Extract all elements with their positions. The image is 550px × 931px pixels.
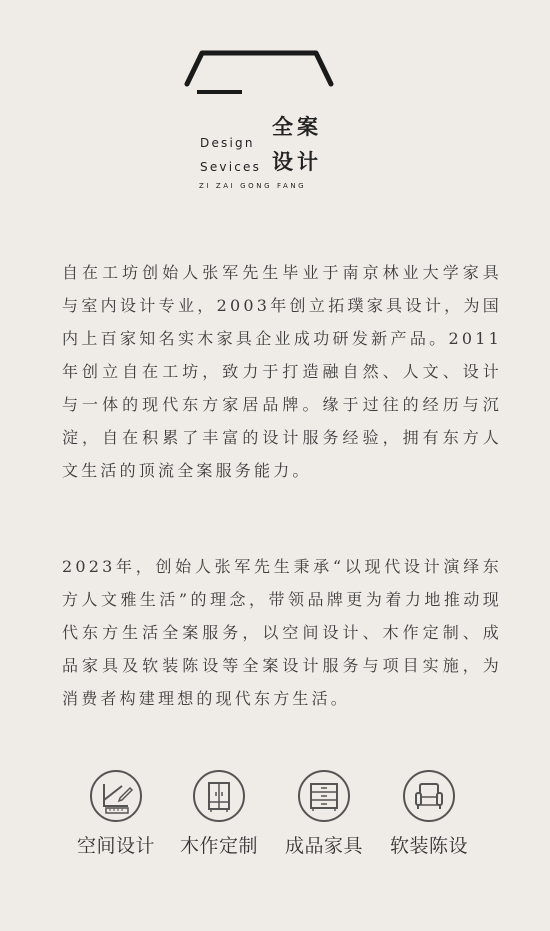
philosophy-paragraph: 2023年，创始人张军先生秉承“以现代设计演绎东方人文雅生活”的理念，带领品牌更为着力地推动现代东方生活全案服务，以空间设计、木作定制、成品家具及软装陈设等全案设计服务与项目实施，为消费者构建理想的现代东方生活。 bbox=[62, 557, 502, 708]
ruler-pencil-icon bbox=[90, 770, 142, 822]
armchair-icon bbox=[403, 770, 455, 822]
service-woodwork-custom bbox=[169, 770, 269, 858]
service-soft-decoration bbox=[379, 770, 479, 858]
roof-logo-icon bbox=[184, 48, 334, 100]
service-finished-furniture bbox=[274, 770, 374, 858]
service-label: 木作定制 bbox=[179, 835, 258, 857]
service-list bbox=[72, 770, 492, 870]
service-label: 成品家具 bbox=[284, 835, 363, 857]
service-space-design bbox=[66, 770, 166, 858]
intro-paragraph: 自在工坊创始人张军先生毕业于南京林业大学家具与室内设计专业，2003年创立拓璞家具设计，为国内上百家知名实木家具企业成功研发新产品。2011年创立自在工坊，致力于打造融自然、人文、设计与一体的现代东方家居品牌。缘于过往的经历与沉淀，自在积累了丰富的设计服务经验，拥有东方人文生活的顶流全案服务能力。 bbox=[62, 263, 502, 480]
logo-en-line1: Design bbox=[200, 136, 255, 150]
drawer-cabinet-icon bbox=[298, 770, 350, 822]
logo-subtitle: ZI ZAI GONG FANG bbox=[199, 182, 307, 190]
wardrobe-icon bbox=[193, 770, 245, 822]
service-label: 空间设计 bbox=[76, 835, 155, 857]
logo-en-line2: Sevices bbox=[200, 160, 262, 174]
logo-title-line2: 设计 bbox=[272, 150, 322, 174]
logo-title-line1: 全案 bbox=[272, 115, 322, 139]
brand-logo bbox=[0, 0, 550, 200]
service-label: 软装陈设 bbox=[389, 835, 468, 857]
